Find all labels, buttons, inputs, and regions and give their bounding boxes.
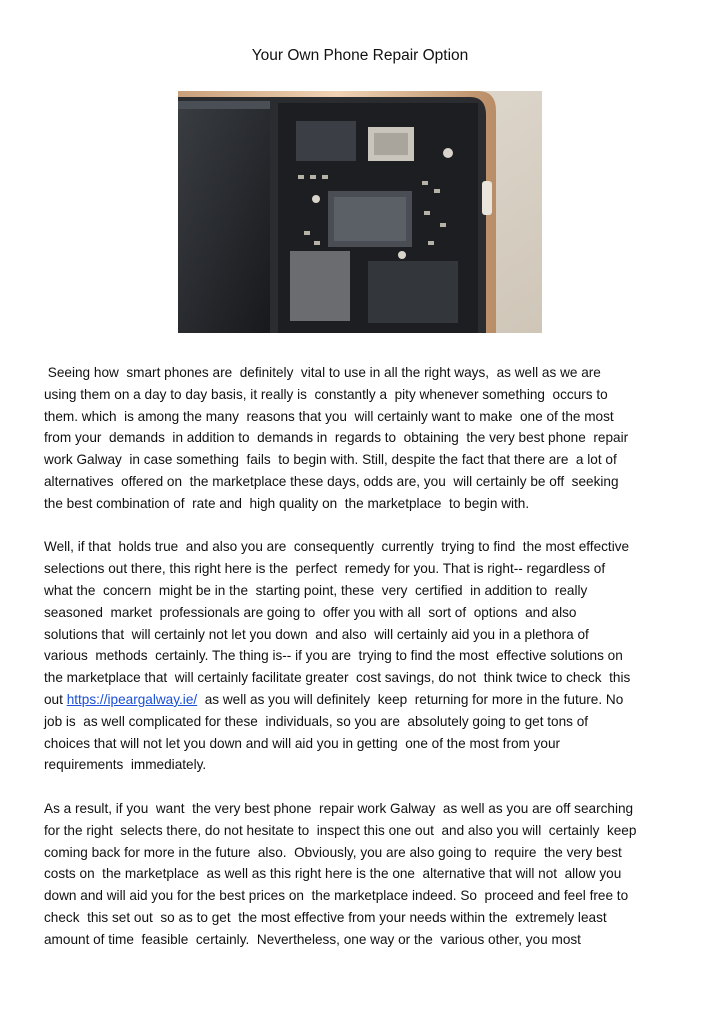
text-line: job is as well complicated for these individuals, so you are absolutely going to get tons of: [44, 713, 589, 729]
ipeargalway-link[interactable]: https://ipeargalway.ie/: [66, 691, 198, 707]
text-line: check this set out so as to get the most effective from your needs within the extremely least: [44, 909, 607, 925]
text-line: coming back for more in the future also. Obviously, you are also going to require the very best: [44, 844, 622, 860]
text-line: the marketplace that will certainly facilitate greater cost savings, do not think twice to check this: [44, 670, 631, 686]
text-line: amount of time feasible certainly. Nevertheless, one way or the various other, you most: [44, 931, 581, 947]
text-line: selections out there, this right here is the perfect remedy for you. That is right-- regardless of: [44, 561, 606, 577]
paragraph-3: [44, 798, 684, 951]
text-line: from your demands in addition to demands in regards to obtaining the very best phone repair: [44, 430, 629, 446]
article-body: [44, 362, 684, 951]
text-line: costs on the marketplace as well as this right here is the one alternative that will not allow you: [44, 866, 622, 882]
text-line: using them on a day to day basis, it really is constantly a pity whenever something occurs to: [44, 386, 608, 402]
text-line: what the concern might be in the starting point, these very certified in addition to really: [44, 582, 588, 598]
link-prefix: out: [44, 691, 67, 707]
text-line: As a result, if you want the very best phone repair work Galway as well as you are off searching: [44, 800, 634, 816]
phone-internals-photo: [178, 91, 542, 333]
text-line-with-link: [44, 689, 684, 711]
text-line: the best combination of rate and high quality on the marketplace to begin with.: [44, 495, 530, 511]
text-line: Well, if that holds true and also you are consequently currently trying to find the most effective: [44, 539, 630, 555]
document-title: Your Own Phone Repair Option: [251, 47, 469, 64]
text-line: solutions that will certainly not let you down and also will certainly aid you in a plethora of: [44, 626, 589, 642]
text-line: Seeing how smart phones are definitely vital to use in all the right ways, as well as we are: [44, 365, 601, 380]
text-line: alternatives offered on the marketplace these days, odds are, you will certainly be off seeking: [44, 473, 619, 489]
text-line: choices that will not let you down and will aid you in getting one of the most from your: [44, 735, 561, 751]
text-line: seasoned market professionals are going to offer you with all sort of options and also: [44, 604, 577, 620]
text-line: down and will aid you for the best prices on the marketplace indeed. So proceed and feel free to: [44, 888, 629, 904]
paragraph-2: [44, 536, 684, 776]
text-line: requirements immediately.: [44, 757, 207, 773]
text-line: for the right selects there, do not hesitate to inspect this one out and also you will certainly keep: [44, 822, 637, 838]
paragraph-1: [44, 362, 684, 515]
text-line: work Galway in case something fails to begin with. Still, despite the fact that there are a lot of: [44, 452, 617, 468]
text-line: them. which is among the many reasons that you will certainly want to make one of the most: [44, 408, 614, 424]
link-suffix: as well as you will definitely keep returning for more in the future. No: [197, 691, 624, 707]
text-line: various methods certainly. The thing is-- if you are trying to find the most effective solutions on: [44, 648, 623, 664]
